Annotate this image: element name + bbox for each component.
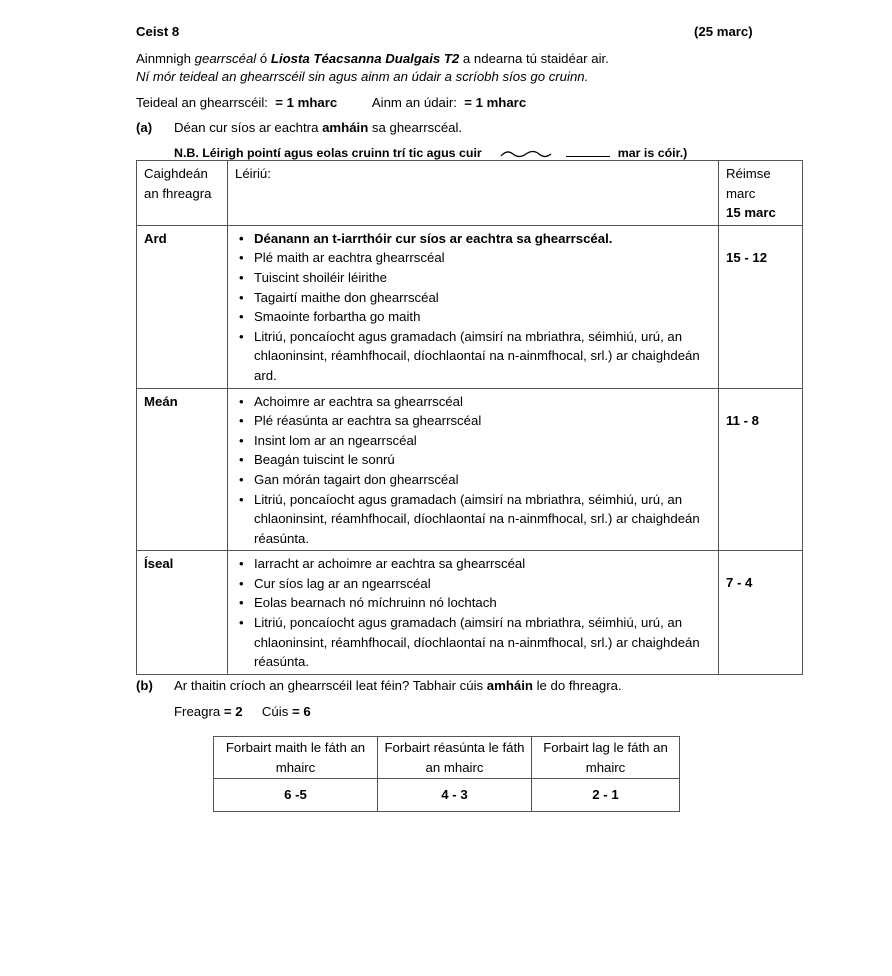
intro-line-2: Ní mór teideal an ghearrscéil sin agus ainm an údair a scríobh síos go cruinn. [136, 69, 589, 84]
list-item: • Achoimre ar eachtra sa ghearrscéal [235, 392, 712, 412]
list-item: • Smaointe forbartha go maith [235, 307, 712, 327]
list-item: • Cur síos lag ar an ngearrscéal [235, 574, 712, 594]
criteria-cell [228, 388, 719, 551]
part-b-marks-table [213, 736, 680, 812]
table-row [137, 388, 803, 551]
marks-line: Teideal an ghearrscéil: = 1 mharc Ainm an údair: = 1 mharc [136, 95, 527, 110]
table-row [214, 779, 680, 812]
part-a-note: N.B. Léirigh pointí agus eolas cruinn trí tic agus cuir mar is cóir.) [174, 146, 688, 160]
criteria-cell [228, 225, 719, 388]
table-header-row [137, 161, 803, 226]
total-marks: (25 marc) [694, 24, 753, 39]
header-cell: Forbairt maith le fáth an mhairc [214, 737, 378, 779]
list-item: • Plé maith ar eachtra ghearrscéal [235, 248, 712, 268]
table-row [137, 551, 803, 675]
list-item: • Tuiscint shoiléir léirithe [235, 268, 712, 288]
list-item: • Déanann an t-iarrthóir cur síos ar eachtra sa ghearrscéal. [235, 229, 712, 249]
level-label: Meán [137, 388, 228, 551]
header-cell: Forbairt réasúnta le fáth an mhairc [378, 737, 532, 779]
range-cell: 11 - 8 [719, 388, 803, 551]
list-item: • Tagairtí maithe don ghearrscéal [235, 288, 712, 308]
list-item: • Eolas bearnach nó míchruinn nó lochtach [235, 593, 712, 613]
marking-scheme-table [136, 160, 803, 675]
value-cell: 2 - 1 [532, 779, 680, 812]
part-a-question: Déan cur síos ar eachtra amháin sa ghearrscéal. [174, 120, 463, 135]
question-number: Ceist 8 [136, 24, 180, 39]
level-label: Ard [137, 225, 228, 388]
level-label: Íseal [137, 551, 228, 675]
table-header-row [214, 737, 680, 779]
blank-line-icon [566, 145, 610, 157]
list-item: • Plé réasúnta ar eachtra sa ghearrscéal [235, 411, 712, 431]
list-item: • Insint lom ar an ngearrscéal [235, 431, 712, 451]
list-item: • Beagán tuiscint le sonrú [235, 450, 712, 470]
list-item: • Gan mórán tagairt don ghearrscéal [235, 470, 712, 490]
list-item: • Litriú, poncaíocht agus gramadach (aimsirí na mbriathra, séimhiú, urú, an chlaoninsint, réamhfhocail, díochlaontaí na n-ainmfhocal, srl.) ar chaighdeán ard. [235, 327, 712, 386]
part-b-label: (b) [136, 678, 153, 693]
range-cell: 7 - 4 [719, 551, 803, 675]
criteria-cell [228, 551, 719, 675]
part-a-label: (a) [136, 120, 153, 135]
value-cell: 6 -5 [214, 779, 378, 812]
part-b-marks: Freagra = 2 Cúis = 6 [174, 704, 311, 719]
list-item: • Litriú, poncaíocht agus gramadach (aimsirí na mbriathra, séimhiú, urú, an chlaoninsint, réamhfhocail, díochlaontaí na n-ainmfhocal, srl.) ar chaighdeán réasúnta. [235, 613, 712, 672]
list-item: • Iarracht ar achoimre ar eachtra sa ghearrscéal [235, 554, 712, 574]
wavy-underline-icon [500, 148, 552, 160]
list-item: • Litriú, poncaíocht agus gramadach (aimsirí na mbriathra, séimhiú, urú, an chlaoninsint, réamhfhocail, díochlaontaí na n-ainmfhocal, srl.) ar chaighdeán réasúnta. [235, 490, 712, 549]
header-level: Caighdeán an fhreagra [137, 161, 228, 226]
value-cell: 4 - 3 [378, 779, 532, 812]
header-cell: Forbairt lag le fáth an mhairc [532, 737, 680, 779]
header-range: Réimse marc 15 marc [719, 161, 803, 226]
range-cell: 15 - 12 [719, 225, 803, 388]
header-description: Léiriú: [228, 161, 719, 226]
table-row [137, 225, 803, 388]
part-b-question: Ar thaitin críoch an ghearrscéil leat féin? Tabhair cúis amháin le do fhreagra. [174, 678, 622, 693]
intro-line-1: Ainmnigh gearrscéal ó Liosta Téacsanna Dualgais T2 a ndearna tú staidéar air. [136, 51, 609, 66]
